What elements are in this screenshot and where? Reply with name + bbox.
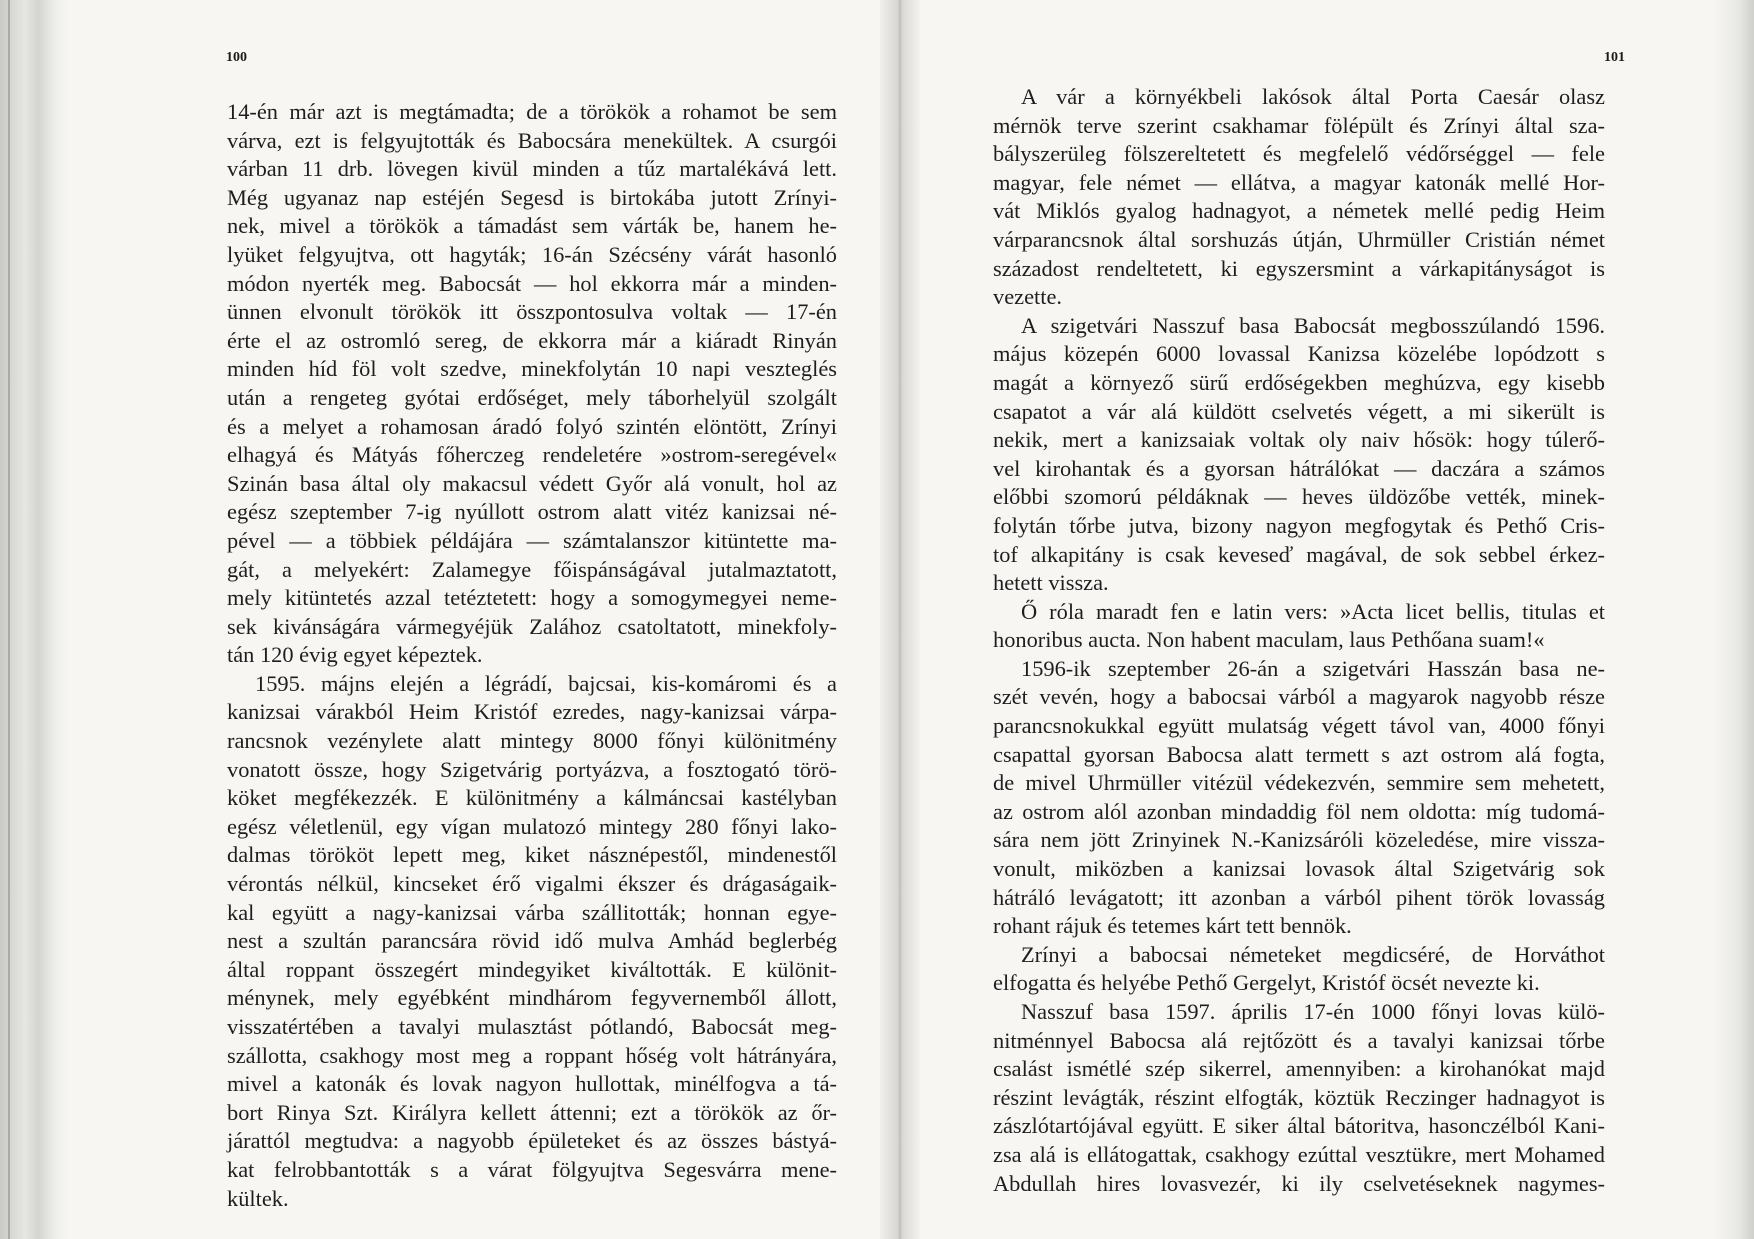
text-line: rancsnok vezénylete alatt mintegy 8000 főnyi különitmény <box>227 728 837 754</box>
text-line: csapatot a vár alá küldött cselvetés végett, a mi sikerült is <box>993 398 1605 424</box>
text-line: zsa alá is ellátogattak, csakhogy ezúttal vesztükre, mert Mohamed <box>993 1141 1605 1167</box>
text-line: századost rendeltetett, ki egyszersmint a várkapitányságot is <box>993 255 1605 281</box>
left-page-text <box>227 98 837 1213</box>
text-line: Nasszuf basa 1597. április 17-én 1000 főnyi lovas külö- <box>1021 999 1605 1024</box>
text-line: módon nyerték meg. Babocsát — hol ekkorra már a minden- <box>227 270 837 296</box>
text-line: vezette. <box>993 284 1062 310</box>
text-line: érte el az ostromló sereg, de ekkorra már a kiáradt Rinyán <box>227 327 837 353</box>
book-gutter <box>880 0 920 1239</box>
text-line: folytán tőrbe jutva, bizony nagyon megfogytak és Pethő Cris- <box>993 512 1605 538</box>
text-line: Még ugyanaz nap estéjén Segesd is birtokába jutott Zrínyi- <box>227 184 837 210</box>
right-page <box>920 0 1714 1239</box>
right-page-number: 101 <box>1604 50 1625 65</box>
text-line: nest a szultán parancsára rövid idő mulva Amhád beglerbég <box>227 928 837 954</box>
text-line: rohant rájuk és tetemes kárt tett bennök. <box>993 913 1352 939</box>
text-line: várban 11 drb. lövegen kivül minden a tűz martalékává lett. <box>227 156 837 182</box>
text-line: az ostrom alól azonban mindaddig föl nem oldotta: míg tudomá- <box>993 798 1605 824</box>
text-line: Zrínyi a babocsai németeket megdicséré, de Horváthot <box>1021 941 1605 967</box>
text-line: egész véletlenül, egy vígan mulatozó mintegy 280 főnyi lako- <box>227 813 837 839</box>
text-line: gát, a melyekért: Zalamegye főispánságával jutalmaztatott, <box>227 556 837 582</box>
text-line: parancsnokukkal együtt mulatság végett távol van, 4000 főnyi <box>993 713 1605 739</box>
text-line: magyar, fele német — ellátva, a magyar katonák mellé Hor- <box>993 169 1605 195</box>
text-line: szét vevén, hogy a babocsai várból a magyarok nagyobb része <box>993 684 1605 710</box>
text-line: vát Miklós gyalog hadnagyot, a németek mellé pedig Heim <box>993 198 1605 224</box>
text-line: elhagyá és Mátyás főherczeg rendeletére »ostrom-seregével« <box>227 442 837 468</box>
text-line: tán 120 évig egyet képeztek. <box>227 642 483 668</box>
left-page-edge <box>0 0 70 1239</box>
text-line: vonatott össze, hogy Szigetvárig portyázva, a fosztogató törö- <box>227 756 837 782</box>
text-line: hetett vissza. <box>993 570 1109 596</box>
text-line: csalást ismétlé szép sikerrel, amennyiben: a kirohanókat majd <box>993 1056 1605 1082</box>
text-line: honoribus aucta. Non habent maculam, laus Pethőana suam!« <box>993 627 1545 653</box>
text-line: és a melyet a rohamosan áradó folyó szintén elöntött, Zrínyi <box>227 413 837 439</box>
text-line: által roppant összegért mindegyiket kiváltották. E különit- <box>227 956 837 982</box>
text-line: mérnök terve szerint csakhamar fölépült és Zrínyi által sza- <box>993 112 1605 138</box>
text-line: zászlótartójával együtt. E siker által bátoritva, hasonczélból Kani- <box>993 1113 1605 1139</box>
text-line: csapattal gyorsan Babocsa alatt termett s azt ostrom alá fogta, <box>993 741 1605 767</box>
text-line: 1595. májns elején a légrádí, bajcsai, kis-komáromi és a <box>255 670 837 696</box>
text-line: kültek. <box>227 1185 289 1211</box>
text-line: mely kitüntetés azzal tetéztetett: hogy a somogymegyei neme- <box>227 585 837 611</box>
text-line: lyüket felgyujtva, ott hagyták; 16-án Szécsény várát hasonló <box>227 241 837 267</box>
text-line: tof alkapitány is csak keveseď magával, de sok sebbel érkez- <box>993 541 1605 567</box>
text-line: de mivel Uhrmüller vitézül védekezvén, semmire sem mehetett, <box>993 770 1605 796</box>
text-line: pével — a többiek példájára — számtalanszor kitüntette ma- <box>227 527 837 553</box>
text-line: dalmas törököt lepett meg, kiket násznépestől, mindenestől <box>227 842 837 868</box>
text-line: várva, ezt is felgyujtották és Babocsára menekültek. A csurgói <box>227 127 837 153</box>
text-line: kal együtt a nagy-kanizsai várba szállitották; honnan egye- <box>227 899 837 925</box>
text-line: kat felrobbantották s a várat fölgyujtva Segesvárra mene- <box>227 1156 837 1182</box>
text-line: visszatértében a tavalyi mulasztást pótlandó, Babocsát meg- <box>227 1014 837 1039</box>
text-line: egész szeptember 7-ig nyúllott ostrom alatt vitéz kanizsai né- <box>227 499 837 525</box>
text-line: vérontás nélkül, kincseket érő vigalmi ékszer és drágaságaik- <box>227 871 837 897</box>
text-line: május közepén 6000 lovassal Kanizsa közelébe lopódzott s <box>993 341 1605 367</box>
text-line: sára nem jött Zrinyinek N.-Kanizsáróli közeledése, mire vissza- <box>993 827 1605 853</box>
text-line: magát a környező sürű erdőségekben meghúzva, egy kisebb <box>993 369 1605 395</box>
right-page-text <box>993 83 1605 1198</box>
text-line: minden híd föl volt szedve, minekfolytán 10 napi veszteglés <box>227 356 837 382</box>
text-line: mivel a katonák és lovak nagyon hullottak, minélfogva a tá- <box>227 1071 837 1097</box>
text-line: után a rengeteg gyótai erdőséget, mely táborhelyül szolgált <box>227 384 837 410</box>
text-line: elfogatta és helyébe Pethő Gergelyt, Kristóf öcsét nevezte ki. <box>993 970 1540 996</box>
text-line: Abdullah hires lovasvezér, ki ily cselvetéseknek nagymes- <box>993 1170 1605 1196</box>
text-line: A szigetvári Nasszuf basa Babocsát megbosszúlandó 1596. <box>1021 312 1605 338</box>
text-line: szállotta, csakhogy most meg a roppant hőség volt hátrányára, <box>227 1042 837 1068</box>
text-line: 1596-ik szeptember 26-án a szigetvári Hasszán basa ne- <box>1021 655 1605 681</box>
text-line: ménynek, mely egyébként mindhárom fegyvernemből állott, <box>227 985 837 1011</box>
text-line: hátráló levágatott; itt azonban a várból pihent török lovasság <box>993 884 1605 910</box>
text-line: várparancsnok által sorshuzás útján, Uhrmüller Cristián német <box>993 226 1605 252</box>
right-page-edge <box>1714 0 1754 1239</box>
text-line: bort Rinya Szt. Királyra kellett áttenni; ezt a törökök az őr- <box>227 1099 837 1125</box>
left-page <box>70 0 880 1239</box>
text-line: vonult, miközben a kanizsai lovasok által Szigetvárig sok <box>993 856 1605 882</box>
text-line: A vár a környékbeli lakósok által Porta Caesár olasz <box>1021 84 1605 109</box>
text-line: nitménnyel Babocsa alá rejtőzött és a tavalyi kanizsai tőrbe <box>993 1027 1605 1053</box>
text-line: részint levágták, részint elfogták, köztük Reczinger hadnagyot is <box>993 1084 1605 1110</box>
text-line: nek, mivel a törökök a támadást sem várták be, hanem he- <box>227 213 837 239</box>
text-line: járattól megtudva: a nagyobb épületeket és az összes bástyá- <box>227 1128 837 1154</box>
text-line: 14-én már azt is megtámadta; de a törökök a rohamot be sem <box>227 99 837 124</box>
text-line: sek kivánságára vármegyéjük Zalához csatoltatott, minekfoly- <box>227 613 837 639</box>
text-line: Ő róla maradt fen e latin vers: »Acta licet bellis, titulas et <box>1021 598 1605 624</box>
text-line: vel kirohantak és a gyorsan hátrálókat — daczára a számos <box>993 455 1605 481</box>
left-page-number: 100 <box>226 50 247 65</box>
text-line: köket megfékezzék. E különitmény a kálmáncsai kastélyban <box>227 785 837 811</box>
text-line: előbbi szomorú példáknak — heves üldözőbe vették, minek- <box>993 484 1605 510</box>
text-line: ünnen elvonult törökök itt összpontosulva voltak — 17-én <box>227 299 837 325</box>
text-line: nekik, mert a kanizsaiak voltak oly naiv hősök: hogy túlerő- <box>993 427 1605 453</box>
text-line: Szinán basa által oly makacsul védett Győr alá vonult, hol az <box>227 470 837 496</box>
text-line: kanizsai várakból Heim Kristóf ezredes, nagy-kanizsai várpa- <box>227 699 837 725</box>
text-line: bályszerüleg fölszereltetett és megfelelő védőrséggel — fele <box>993 141 1605 167</box>
